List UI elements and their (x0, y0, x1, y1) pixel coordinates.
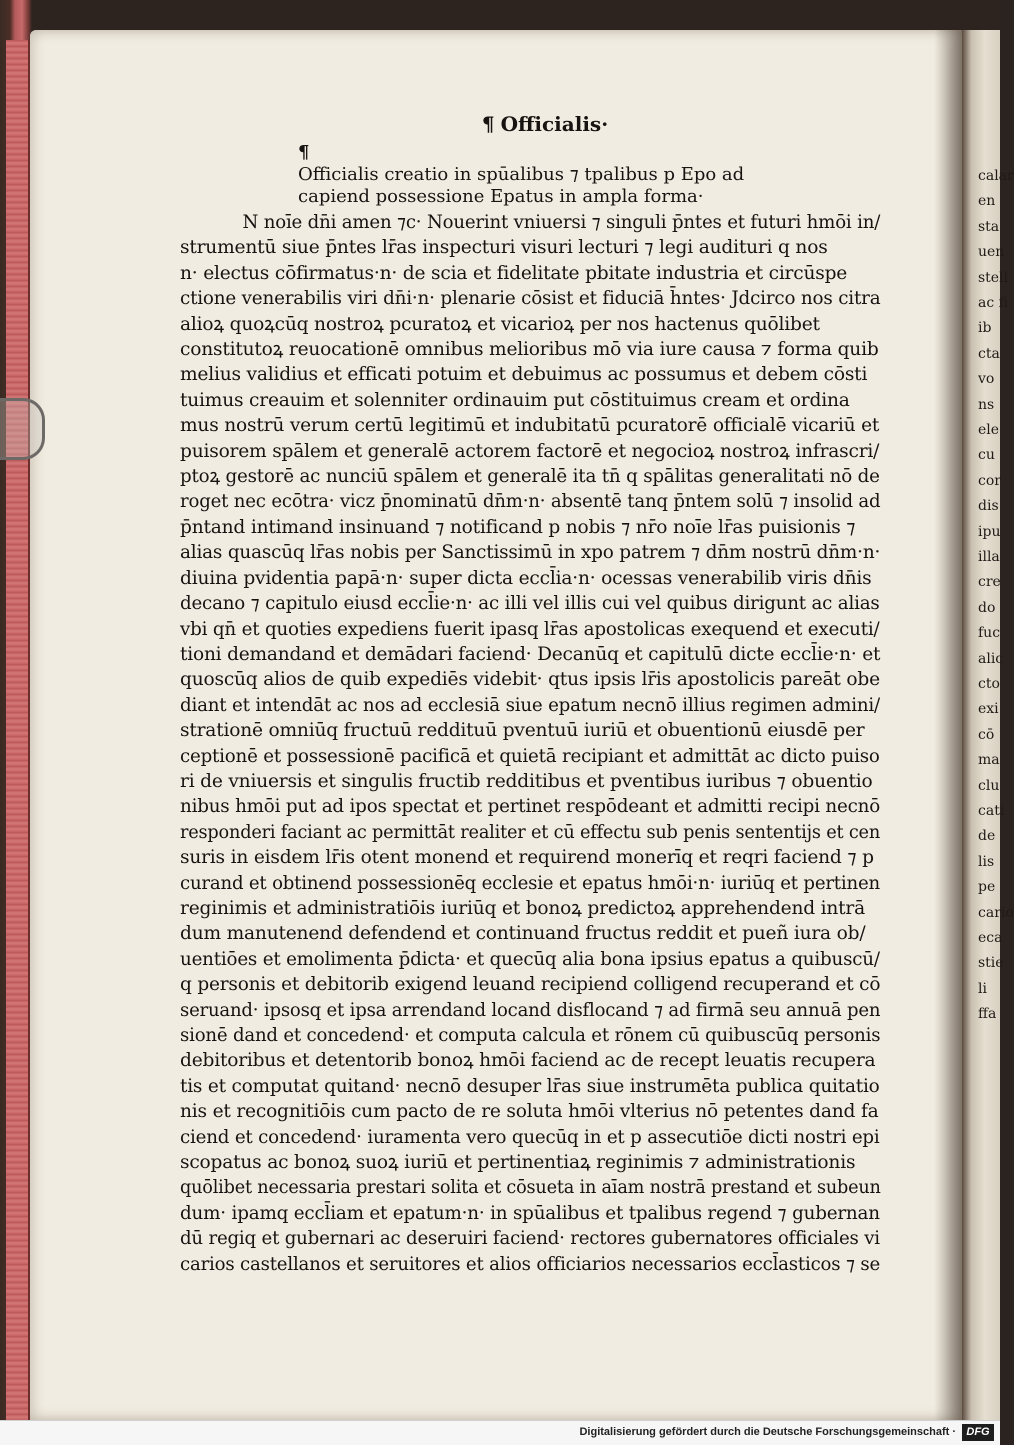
right-page-fragment: fuc (978, 625, 1001, 642)
right-page-fragment: clu (978, 777, 1000, 794)
text-line: seruand· ipsosq et ipsa arrendand locand disflocand ⁊ ad firmā seu annuā pen (180, 999, 881, 1021)
right-page-fragment: ac fi (978, 295, 1008, 311)
right-page-fragment: stie (978, 955, 1004, 972)
right-page-fragment: illa (978, 549, 1000, 565)
right-page-fragment: dis (978, 498, 999, 515)
right-page-fragment: eca (978, 930, 1003, 946)
chapter-heading (298, 142, 758, 208)
text-line: suris in eisdem lr̄is otent monend et requirend monerīq et reqri faciend ⁊ p (180, 847, 874, 869)
text-line: ptoꝝ gestorē ac nunciū spālem et generalē ita tn̄ q spālitas generalitati nō de (180, 466, 880, 488)
chapter-heading-line: ¶ Officialis creatio in spūalibus ⁊ tpalibus p Epo ad (298, 142, 758, 186)
text-line: n· electus cōfirmatus·n· de scia et fidelitate pbitate industria et circūspe (180, 262, 848, 284)
right-page-fragment: sta (978, 218, 1000, 235)
right-page-fragment: vo (978, 371, 995, 388)
text-line: nibus hmōi put ad ipos spectat et pertinet respōdeant et admitti recipi necnō (180, 796, 881, 818)
book-clasp (0, 398, 45, 460)
text-line: roget nec ecōtra· vicz p̄nominatū dn̄m·n· absentē tanq p̄ntem solū ⁊ insolid ad (180, 491, 881, 513)
text-line: scopatus ac bonoꝝ suoꝝ iuriū et pertinentiaꝝ reginimis ⁊ administrationis (180, 1152, 856, 1174)
text-line: quoscūq alios de quib expediēs videbit· qtus ipsis lr̄is apostolicis pareāt obe (180, 669, 880, 691)
text-line: dum manutenend defendend et continuand fructus reddit et pueñ iura ob/ (180, 923, 866, 945)
text-line: alias quascūq lr̄as nobis per Sanctissimū in xpo patrem ⁊ dn̄m nostrū dn̄m·n· (180, 542, 881, 564)
right-page-fragment: alic (978, 650, 1004, 667)
right-page-fragment: cta (978, 345, 1000, 362)
text-line: constitutoꝝ reuocationē omnibus melioribus mō via iure causa ⁊ forma quib (180, 339, 879, 361)
pilcrow-icon: ¶ (298, 142, 310, 163)
text-line: responderi faciant ac permittāt realiter et cū effectu sub penis sententijs et cen (180, 821, 881, 843)
text-line: p̄ntand intimand insinuand ⁊ notificand p nobis ⁊ nr̄o noīe lr̄as puisionis ⁊ (180, 516, 856, 538)
text-line: carios castellanos et seruitores et alios officiarios necessarios eccl̄asticos ⁊ se (180, 1253, 880, 1275)
text-line: curand et obtinend possessionēq ecclesie et epatus hmōi·n· iuriūq et pertinen (180, 872, 880, 894)
text-line: tis et computat quitand· necnō desuper lr̄as siue instrumēta publica quitatio (180, 1075, 880, 1097)
right-page-fragment: do (978, 599, 996, 616)
right-page-fragment: de (978, 828, 996, 845)
left-page (30, 30, 962, 1420)
right-page-fragment: exi (978, 701, 999, 718)
right-page-fragment: cō (978, 726, 995, 743)
body-text (180, 210, 880, 1277)
footer-bar (0, 1420, 1000, 1445)
footer-credit: Digitalisierung gefördert durch die Deutsche Forschungsgemeinschaft · (579, 1426, 956, 1438)
right-page-fragment: cre (978, 574, 1001, 591)
right-page-fragment: calar (978, 168, 1014, 184)
text-line: dū regiq et gubernari ac deseruiri faciend· rectores gubernatores officiales vi (180, 1228, 880, 1250)
right-page-fragment: cor (978, 472, 1001, 489)
right-page-fragment: ma (978, 752, 1000, 769)
text-line: mus nostrū verum certū legitimū et indubitatū pcuratorē officialē vicariū et (180, 415, 880, 437)
text-line: nis et recognitiōis cum pacto de re soluta hmōi vlterius nō petentes dand fa (180, 1101, 879, 1123)
pilcrow-icon: ¶ (481, 112, 495, 136)
text-block (180, 112, 880, 1277)
text-line: strationē omniūq fructuū reddituū pventuū iuriū et obuentionū eiusdē per (180, 720, 865, 742)
right-page-fragment: ffa (978, 1006, 997, 1023)
text-line: N noīe dn̄i amen ⁊c· Nouerint vniuersi ⁊ singuli p̄ntes et futuri hmōi in/ (242, 212, 881, 233)
right-page-fragment: en (978, 193, 996, 210)
right-page-fragment: pe (978, 879, 996, 896)
right-page-fragment: ipu (978, 523, 1001, 540)
text-line: ri de vniuersis et singulis fructib redditibus et pventibus iuribus ⁊ obuentio (180, 770, 873, 792)
text-line: q personis et debitorib exigend leuand recipiend colligend recuperand et cō (180, 974, 881, 996)
right-page-fragment: lis (978, 853, 995, 870)
text-line: sionē dand et concedend· et computa calcula et rōnem cū quibuscūq personis (180, 1025, 881, 1046)
text-line: vbi qn̄ et quoties expediens fuerit ipasq lr̄as apostolicas exequend et executi/ (180, 618, 880, 640)
right-page-fragment: cto (978, 676, 1000, 692)
right-page-fragment: ele (978, 422, 1000, 438)
running-head-text: Officialis· (500, 112, 609, 136)
text-line: ceptionē et possessionē pacificā et quietā recipiant et admittāt ac dicto puiso (180, 745, 880, 767)
dfg-logo: DFG (962, 1424, 994, 1441)
right-page-fragment: ns (978, 396, 995, 413)
text-line: ciend et concedend· iuramenta vero quecūq in et p assecutiōe dicti nostri epi (180, 1126, 880, 1148)
text-line: quōlibet necessaria prestari solita et cōsueta in aīam nostrā prestand et subeun (180, 1177, 881, 1199)
right-page-fragment: cario (978, 904, 1014, 921)
right-page-fragment: ib (978, 320, 992, 337)
text-line: dum· ipamq eccl̄iam et epatum·n· in spūalibus et tpalibus regend ⁊ gubernan (180, 1202, 880, 1224)
text-line: diant et intendāt ac nos ad ecclesiā siue epatum necnō illius regimen admini/ (180, 694, 880, 716)
book-edge-red (6, 40, 30, 1420)
right-page-fragment: cati (978, 803, 1005, 819)
text-line: debitoribus et detentorib bonoꝝ hmōi faciend ac de recept leuatis recupera (180, 1050, 876, 1072)
text-line: melius validius et efficati potuim et debuimus ac possumus et debem cōsti (180, 364, 868, 386)
text-line: uentiōes et emolimenta p̄dicta· et quecūq alia bona ipsius epatus a quibuscū/ (180, 948, 880, 970)
text-line: strumentū siue p̄ntes lr̄as inspecturi visuri lecturi ⁊ legi audituri q nos (180, 237, 828, 259)
gutter-shadow (934, 30, 962, 1420)
right-page-edge (962, 30, 1014, 1420)
right-page-fragment: stell (978, 269, 1009, 286)
chapter-heading-line: capiend possessione Epatus in ampla forma· (298, 186, 704, 207)
text-line: tioni demandand et demādari faciend· Decanūq et capitulū dicte eccl̄ie·n· et (180, 643, 881, 665)
text-line: decano ⁊ capitulo eiusd eccl̄ie·n· ac illi vel illis cui vel quibus dirigunt ac alias (180, 593, 880, 615)
right-page-fragment: uen (978, 244, 1005, 261)
text-line: puisorem spālem et generalē actorem factorē et negocioꝝ nostroꝝ infrascri/ (180, 440, 880, 462)
text-line: alioꝝ quoꝝcūq nostroꝝ pcuratoꝝ et vicarioꝝ per nos hactenus quōlibet (180, 313, 820, 335)
text-line: reginimis et administratiōis iuriūq et bonoꝝ predictoꝝ apprehendend intrā (180, 897, 866, 919)
text-line: tuimus creauim et solenniter ordinauim put cōstituimus cream et ordina (180, 389, 850, 411)
text-line: diuina pvidentia papā·n· super dicta eccl̄ia·n· ocessas venerabilib viris dn̄is (180, 567, 872, 589)
right-page-fragment: li (978, 980, 987, 997)
text-line: ctione venerabilis viri dn̄i·n· plenarie cōsist et fiduciā h̄ntes· Jdcirco nos citra (180, 288, 881, 310)
right-page-fragment: cu (978, 447, 995, 464)
running-head (330, 112, 760, 136)
